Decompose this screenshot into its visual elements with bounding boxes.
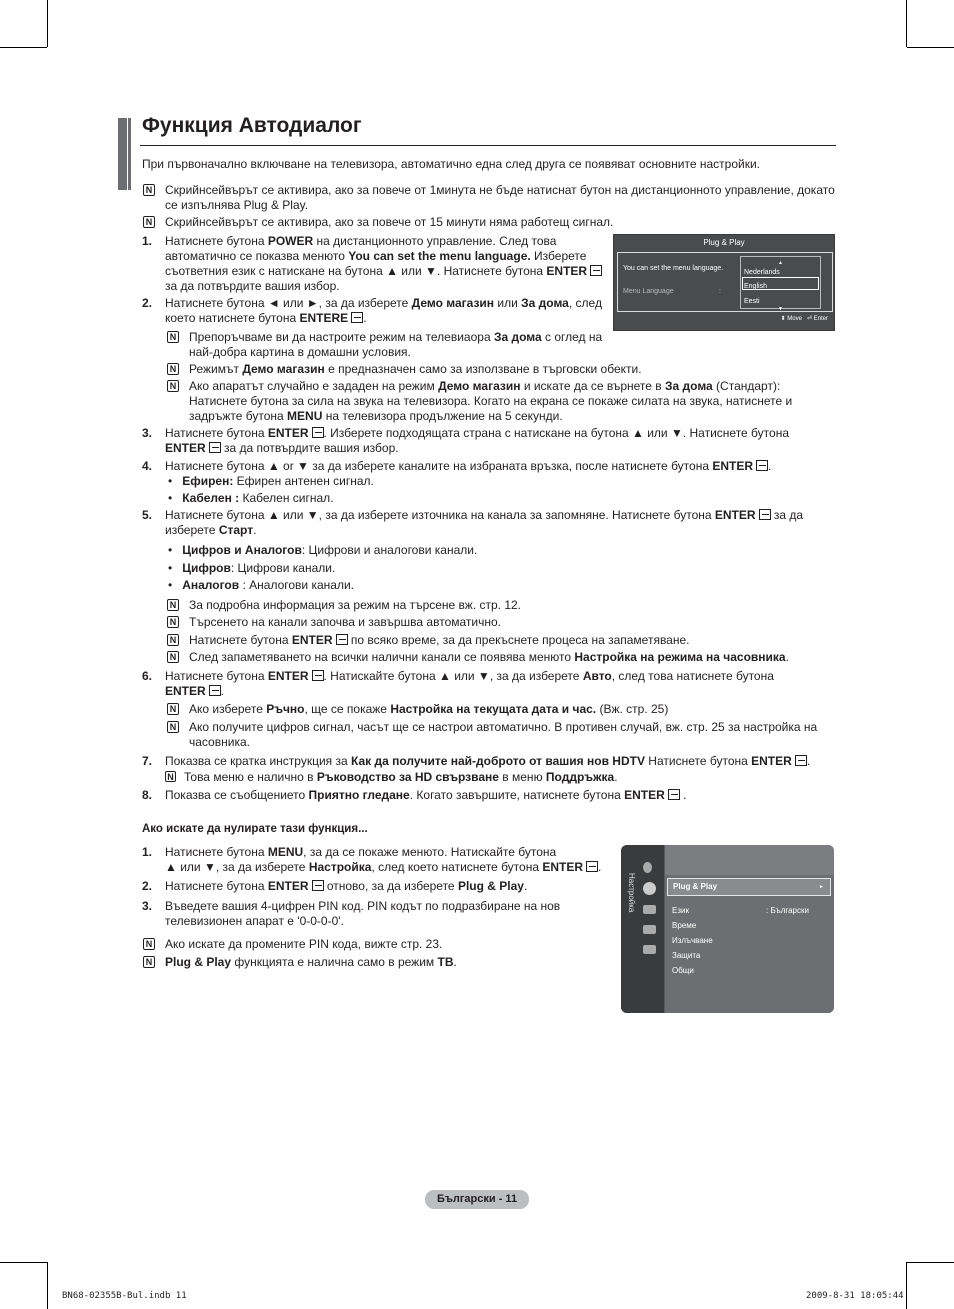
note-icon xyxy=(167,599,179,611)
osd-footer: ⬍ Move ⏎ Enter xyxy=(780,316,828,322)
reset-heading: Ако искате да нулирате тази функция... xyxy=(142,823,368,835)
note-icon xyxy=(143,956,155,968)
intro-text: При първоначално включване на телевизора, автоматично една след друга се появяват основните настройки. xyxy=(142,157,761,171)
note-icon xyxy=(143,184,155,196)
note-icon xyxy=(143,938,155,950)
crop-mark xyxy=(907,47,954,48)
enter-icon xyxy=(209,685,221,696)
crop-mark xyxy=(0,47,47,48)
title-rule xyxy=(140,145,836,146)
footer-date: 2009-8-31 18:05:44 xyxy=(806,1291,904,1301)
note-icon xyxy=(167,363,179,375)
note-text: Скрийнсейвърът се активира, ако за повече от 15 минути няма работещ сигнал. xyxy=(165,215,614,229)
crop-mark xyxy=(47,1262,48,1309)
enter-icon xyxy=(756,460,768,471)
enter-icon xyxy=(312,880,324,891)
language-item[interactable]: Nederlands xyxy=(744,269,780,276)
crop-mark xyxy=(906,1262,907,1309)
antenna-icon xyxy=(643,905,656,914)
language-list xyxy=(740,256,821,312)
enter-icon xyxy=(312,670,324,681)
menu-item-general[interactable]: Общи xyxy=(672,966,694,975)
note-icon xyxy=(167,616,179,628)
enter-icon xyxy=(590,265,602,276)
crop-mark xyxy=(0,1262,47,1263)
menu-item-security[interactable]: Защита xyxy=(672,951,701,960)
note-icon xyxy=(143,216,155,228)
note-text: Ако апаратът случайно е зададен на режим Демо магазин и искате да се върнете в За дома (Стандарт): Натиснете бутона за сила на звука на телевизора. Когато на екрана се покаже силата на звука, натиснете и задръжте бутона MENU на телевизора продължение на 5 секунди. xyxy=(189,379,793,423)
menu-item-time[interactable]: Време xyxy=(672,921,697,930)
enter-icon xyxy=(759,509,771,520)
move-icon: ⬍ xyxy=(780,316,786,322)
crop-mark xyxy=(47,0,48,47)
plug-and-play-osd: Plug & Play You can set the menu language. Menu Language : ▲ Nederlands English Eesti ▼ ⬍ Move ⏎ Enter xyxy=(613,234,835,331)
gear-icon xyxy=(643,882,656,895)
plug-and-play-item[interactable]: Plug & Play ► xyxy=(667,878,831,896)
picture-icon xyxy=(643,862,652,873)
section-sidebar-bar xyxy=(118,118,131,190)
note-text: За подробна информация за режим на търсене вж. стр. 12. xyxy=(189,598,522,612)
note-icon xyxy=(167,380,179,392)
note-text: Натиснете бутона ENTER по всяко време, за да прекъснете процеса на запаметяване. xyxy=(189,633,690,647)
setup-menu-osd xyxy=(621,845,834,1013)
note-text: Режимът Демо магазин е предназначен само за използване в търговски обекти. xyxy=(189,362,642,376)
osd-menu-language-label: Menu Language xyxy=(623,288,674,295)
note-text: Препоръчваме ви да настроите режим на телевиаора За дома с оглед на най-добра картина в домашни условия. xyxy=(189,330,603,359)
enter-icon xyxy=(209,442,221,453)
note-text: Търсенето на канали започва и завършва автоматично. xyxy=(189,615,501,629)
page-title: Функция Автодиалог xyxy=(142,114,362,137)
enter-icon xyxy=(668,789,680,800)
note-icon xyxy=(167,721,179,733)
support-icon xyxy=(643,945,656,954)
note-icon xyxy=(167,634,179,646)
menu-item-broadcast[interactable]: Излъчване xyxy=(672,936,713,945)
setup-vertical-label: Настройка xyxy=(627,873,636,913)
crop-mark xyxy=(907,1262,954,1263)
osd-header: Plug & Play xyxy=(703,238,745,247)
note-text: Ако изберете Ръчно, ще се покаже Настройка на текущата дата и час. (Вж. стр. 25) xyxy=(189,702,669,716)
note-icon xyxy=(167,331,179,343)
enter-icon: ⏎ xyxy=(806,316,812,322)
arrow-right-icon: ► xyxy=(819,884,824,890)
language-item[interactable]: Eesti xyxy=(744,298,760,305)
up-arrow-icon: ▲ xyxy=(778,260,783,266)
note-text: Ако получите цифров сигнал, часът ще се настрои автоматично. В противен случай, вж. стр. 25 за настройка на часовника. xyxy=(189,720,818,749)
down-arrow-icon: ▼ xyxy=(778,306,783,312)
enter-icon xyxy=(586,861,598,872)
note-text: Ако искате да промените PIN кода, вижте стр. 23. xyxy=(165,937,443,951)
page-number-badge: Български - 11 xyxy=(425,1190,529,1209)
crop-mark xyxy=(906,0,907,47)
note-text: Скрийнсейвърът се активира, ако за повече от 1минута не бъде натиснат бутон на дистанционното управление, докато се изпълнява Plug & Play. xyxy=(165,183,835,212)
enter-icon xyxy=(351,312,363,323)
enter-icon xyxy=(795,755,807,766)
note-icon xyxy=(167,651,179,663)
footer-file: BN68-02355B-Bul.indb 11 xyxy=(62,1291,187,1301)
input-icon xyxy=(643,925,656,934)
note-icon xyxy=(165,771,176,782)
osd-question: You can set the menu language. xyxy=(623,265,724,272)
note-text: Това меню е налично в Ръководство за HD свързване в меню Поддръжка. xyxy=(184,770,618,784)
enter-icon xyxy=(312,427,324,438)
note-text: След запаметяването на всички налични канали се появява менюто Настройка на режима на часовника. xyxy=(189,650,789,664)
menu-item-language[interactable]: Език : Български xyxy=(672,906,809,915)
note-text: Plug & Play функцията е налична само в режим ТВ. xyxy=(165,955,457,969)
language-item-selected[interactable]: English xyxy=(744,283,767,290)
step-5-bullets: • Цифров и Аналогов: Цифрови и аналогови канали. • Цифров: Цифрови канали. • Аналогов : Аналогови канали. xyxy=(168,543,478,592)
enter-icon xyxy=(336,634,348,645)
note-icon xyxy=(167,703,179,715)
